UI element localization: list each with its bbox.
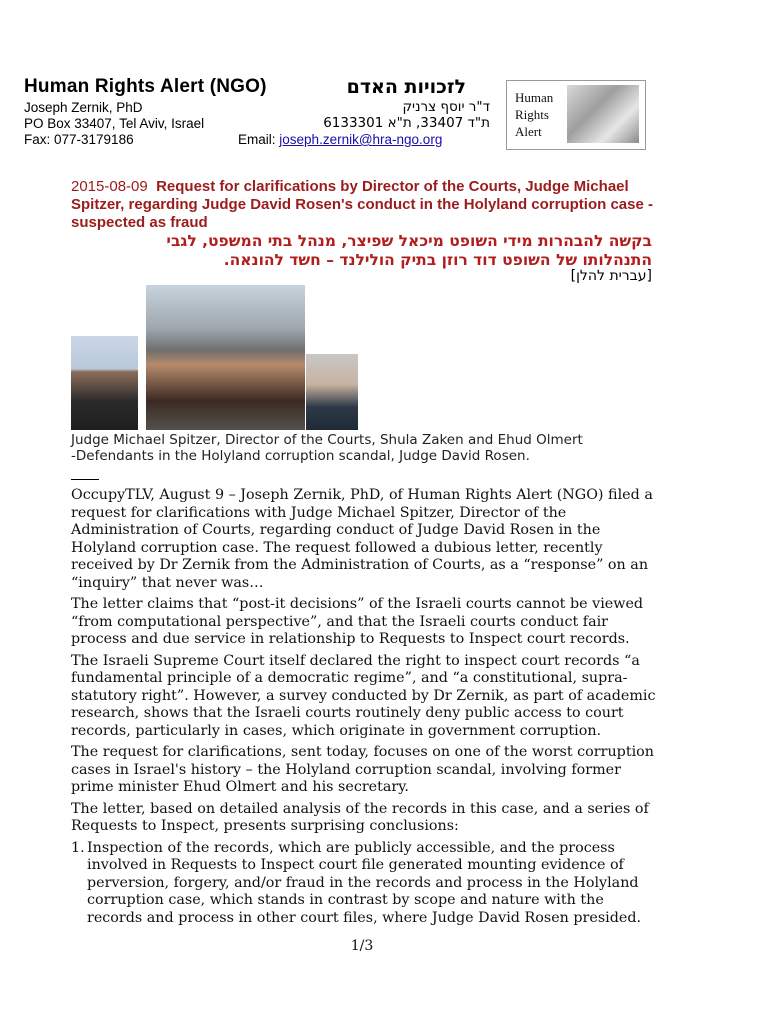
headline-hebrew-line-1: בקשה להבהרות מידי השופט מיכאל שפיצר, מנהל בתי המשפט, לגבי — [166, 232, 652, 250]
email-link[interactable]: joseph.zernik@hra-ngo.org — [279, 132, 443, 147]
paragraph-5: The letter, based on detailed analysis of the records in this case, and a series of Requests to Inspect, presents surprising conclusions: — [71, 800, 649, 834]
postal-address-hebrew: ת"ד 33407, ת"א 6133301 — [323, 115, 490, 131]
paragraph-4: The request for clarifications, sent today, focuses on one of the worst corruption cases in Israel's history – the Holyland corruption scandal, involving former prime minister Ehud Olmert and his secretary. — [71, 744, 654, 795]
photo-michael-spitzer — [71, 336, 138, 430]
paragraph-2: The letter claims that “post-it decisions” of the Israeli courts cannot be viewed “from computational perspective”, and that the Israeli courts conduct fair process and due service in relationship to Requests to Inspect court records. — [71, 596, 644, 647]
email-label: Email: — [238, 132, 276, 147]
headline-date: 2015-08-09 — [71, 178, 148, 195]
logo-line-3: Alert — [515, 124, 542, 139]
person-name: Joseph Zernik, PhD — [24, 100, 143, 115]
org-name-hebrew: לזכויות האדם — [346, 76, 466, 98]
logo-wordmark — [515, 89, 553, 140]
photo-david-rosen — [306, 354, 358, 430]
org-name: Human Rights Alert (NGO) — [24, 76, 267, 97]
page-number: 1/3 — [350, 938, 374, 954]
paragraph-1: OccupyTLV, August 9 – Joseph Zernik, PhD, of Human Rights Alert (NGO) filed a request for clarifications with Judge Michael Spitzer, Director of the Administration of Courts, regarding conduct of Judge David Rosen in the Holyland corruption case. The request followed a dubious letter, recently received by Dr Zernik from the Administration of Courts, as a “response” on an “inquiry” that never was… — [71, 487, 653, 591]
postal-address: PO Box 33407, Tel Aviv, Israel — [24, 116, 205, 131]
email-row — [238, 131, 442, 148]
fax-number: Fax: 077-3179186 — [24, 132, 134, 147]
organization-logo — [506, 80, 646, 150]
photo-zaken-olmert — [146, 285, 305, 430]
logo-line-1: Human — [515, 90, 554, 105]
headline-english — [71, 178, 661, 232]
section-divider — [71, 479, 99, 480]
photo-caption-line-2: -Defendants in the Holyland corruption scandal, Judge David Rosen. — [71, 448, 530, 464]
photo-caption-line-1: Judge Michael Spitzer, Director of the Courts, Shula Zaken and Ehud Olmert — [71, 432, 583, 448]
headline-title: Request for clarifications by Director of the Courts, Judge Michael Spitzer, regarding Judge David Rosen's conduct in the Holyland corruption case - suspected as fraud — [71, 178, 653, 231]
person-name-hebrew: ד"ר יוסף צרניק — [402, 99, 490, 115]
paragraph-3: The Israeli Supreme Court itself declared the right to inspect court records “a fundamental principle of a democratic regime”, and “a constitutional, supra-statutory right”. However, a survey conducted by Dr Zernik, as part of academic research, shows that the Israeli courts routinely deny public access to court records, particularly in cases, which originate in government corruption. — [71, 652, 656, 739]
list-item-number: 1. — [71, 839, 85, 856]
logo-line-2: Rights — [515, 107, 549, 122]
list-item: Inspection of the records, which are publicly accessible, and the process involved in Requests to Inspect court file generated mounting evidence of perversion, forgery, and/or fraud in the records and process in the Holyland corruption case, which stands in contrast by scope and nature with the records and process in other court files, where Judge David Rosen presided. — [87, 839, 642, 926]
headline-hebrew-line-2: התנהלותו של השופט דוד רוזן בתיק הולילנד – חשד להונאה. — [223, 251, 652, 269]
article-body — [71, 487, 656, 927]
hebrew-below-note: [עברית להלן] — [570, 268, 652, 284]
conclusions-list — [71, 840, 656, 928]
logo-photo — [567, 85, 639, 143]
